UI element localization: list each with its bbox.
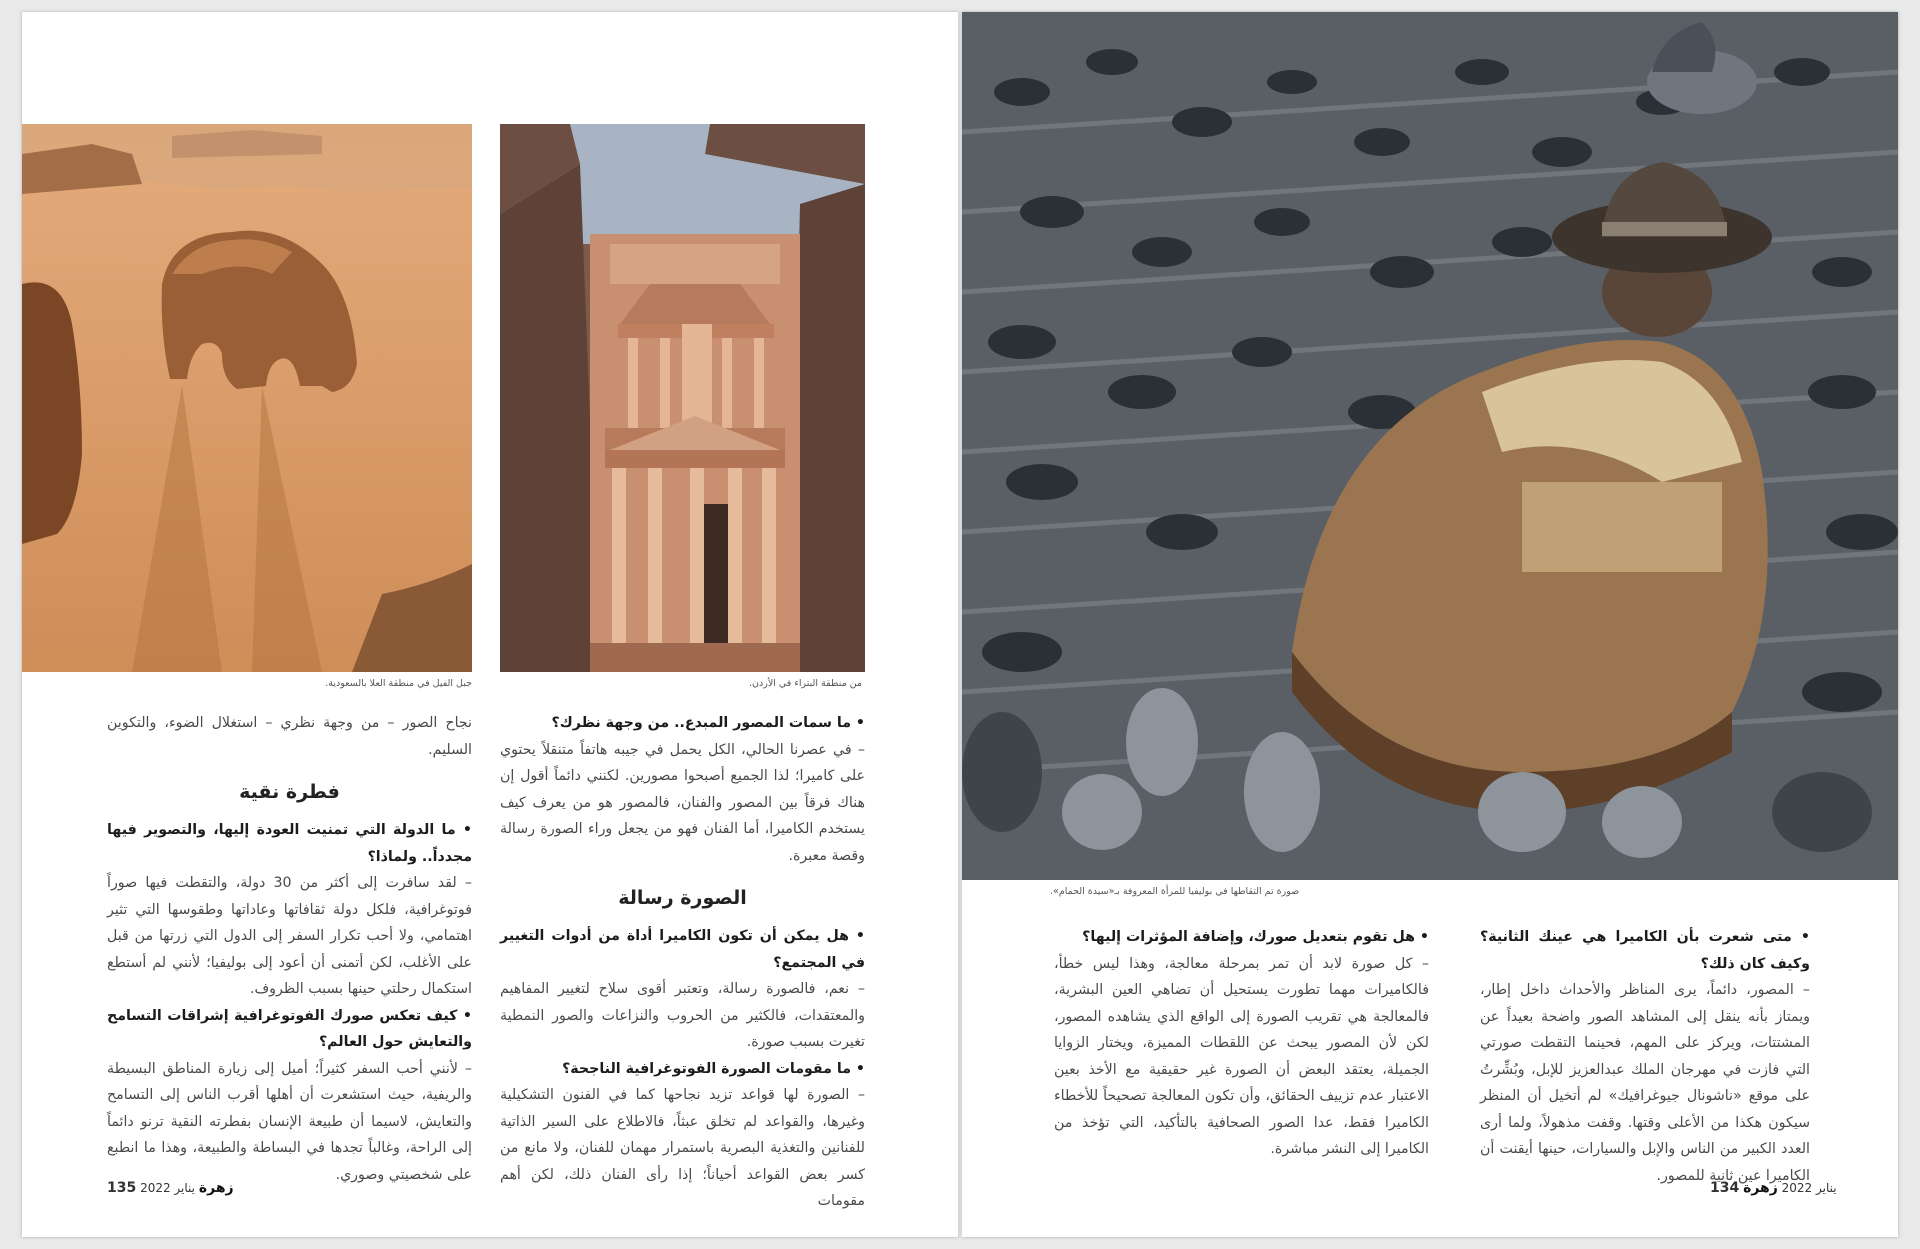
right-page-column-left <box>1054 924 1429 1163</box>
left-page-column-right <box>500 710 865 1215</box>
magazine-logo: زهرة <box>1743 1180 1778 1196</box>
pigeon-woman-icon <box>962 12 1898 880</box>
section-heading: فطرة نقية <box>239 781 340 803</box>
elephant-rock-caption: جبل الفيل في منطقة العلا بالسعودية. <box>325 678 472 689</box>
issue-date: يناير 2022 <box>1781 1181 1837 1195</box>
page-number: 134 <box>1710 1180 1740 1196</box>
answer: – لأنني أحب السفر كثيراً؛ أميل إلى زيارة المناطق البسيطة والريفية، حيث استشعرت أن أهلها أقرب الناس إلى التسامح والتعايش، لاسيما أن طبيعة الإنسان بفطرته النقية ترنو دائماً إلى الراحة، وغالباً تجدها في البساطة والطبيعة، وهذا ما انطبع على شخصيتي وصوري. <box>107 1060 472 1183</box>
petra-treasury-icon <box>500 124 865 672</box>
question: • ما سمات المصور المبدع.. من وجهة نظرك؟ <box>500 710 865 737</box>
page-134 <box>962 12 1898 1237</box>
question: • هل تقوم بتعديل صورك، وإضافة المؤثرات إليها؟ <box>1054 924 1429 951</box>
page-number: 135 <box>107 1180 137 1196</box>
answer: نجاح الصور – من وجهة نظري – استغلال الضوء، والتكوين السليم. <box>107 715 472 758</box>
answer: – الصورة لها قواعد تزيد نجاحها كما في الفنون التشكيلية وغيرها، والقواعد لم تخلق عبثاً، فالاطلاع على السير الذاتية للفنانين والتغذية البصرية باستمرار مهمان للفنان، ولا مانع من كسر بعض القواعد أحياناً؛ إذا رأى الفنان ذلك، لكن أهم مقومات <box>500 1087 865 1209</box>
folio-134 <box>1710 1180 1837 1196</box>
answer: – كل صورة لابد أن تمر بمرحلة معالجة، وهذا ليس خطأ، فالكاميرات مهما تطورت يستحيل أن تضاهي العين البشرية، فالمعالجة هي تقريب الصورة إلى الواقع الذي يشاهده المصور، لكن لأن المصور يبحث عن اللقطات المميزة، ويختار الزوايا الجميلة، يعتقد البعض أن الصورة غير حقيقية مع الأخذ بعين الاعتبار عدم تزييف الحقائق، وأن تكون المعالجة تصحيحاً للأخطاء الكاميرا فقط، عدا الصور الصحافية بالتأكيد، التي تؤخذ من الكاميرا إلى النشر مباشرة. <box>1054 955 1429 1157</box>
answer: – لقد سافرت إلى أكثر من 30 دولة، والتقطت فيها صوراً فوتوغرافية، فلكل دولة ثقافاتها وعاداتها وطقوسها التي تثير اهتمامي، ولا أحب تكرار السفر إلى الدول التي زرتها من قبل على الأغلب، لكن أتمنى أن أعود إلى بوليفيا؛ لأنني لم أستطع استكمال رحلتي حينها بسبب الظروف. <box>107 875 472 997</box>
question: • كيف تعكس صورك الفوتوغرافية إشراقات التسامح والتعايش حول العالم؟ <box>107 1003 472 1056</box>
magazine-logo: زهرة <box>198 1180 234 1196</box>
answer: – في عصرنا الحالي، الكل يحمل في جيبه هاتفاً متنقلاً يحتوي على كاميرا؛ لذا الجميع أصبحوا مصورين. لكنني دائماً أقول إن هناك فرقاً بين المصور والفنان، فالمصور هو من يعرف كيف يستخدم الكاميرا، أما الفنان فهو من يجعل وراء الصورة رسالة وقصة معبرة. <box>500 741 865 864</box>
elephant-rock-photo <box>22 124 472 672</box>
section-heading: الصورة رسالة <box>618 887 747 909</box>
right-page-column-right <box>1480 924 1810 1189</box>
question: • متى شعرت بأن الكاميرا هي عينك الثانية؟ وكيف كان ذلك؟ <box>1480 924 1810 977</box>
desert-rock-icon <box>22 124 472 672</box>
question: • ما الدولة التي تمنيت العودة إليها، والتصوير فيها مجدداً.. ولماذا؟ <box>107 817 472 870</box>
question: • ما مقومات الصورة الفوتوغرافية الناجحة؟ <box>500 1056 865 1083</box>
answer: – نعم، فالصورة رسالة، وتعتبر أقوى سلاح لتغيير المفاهيم والمعتقدات، فالكثير من الحروب والنزاعات والصور النمطية تغيرت بسبب صورة. <box>500 981 865 1050</box>
answer: – المصور، دائماً، يرى المناظر والأحداث داخل إطار، ويمتاز بأنه ينقل إلى المشاهد الصور واضحة بعيداً عن المشتتات، ويركز على المهم، فحينما التقطت صورتي التي فازت في مهرجان الملك عبدالعزيز للإبل، وبُشِّرتُ على موقع «ناشونال جيوغرافيك» لم أتخيل أن المنظر سيكون هكذا من الأعلى وقتها. وقفت مذهولاً، ولما أرى العدد الكبير من الناس والإبل والسيارات، حينها أيقنت أن الكاميرا عين ثانية للمصور. <box>1480 982 1810 1184</box>
petra-photo <box>500 124 865 672</box>
left-page-column-left <box>107 710 472 1188</box>
question: • هل يمكن أن تكون الكاميرا أداة من أدوات التغيير في المجتمع؟ <box>500 923 865 976</box>
pigeon-lady-photo <box>962 12 1898 880</box>
petra-caption: من منطقة البتراء في الأردن. <box>749 678 862 689</box>
pigeon-lady-caption: صورة تم التقاطها في بوليفيا للمرأة المعروفة بـ«سيدة الحمام». <box>1050 886 1300 897</box>
issue-date: يناير 2022 <box>140 1181 196 1195</box>
folio-135 <box>107 1180 234 1196</box>
page-135 <box>22 12 958 1237</box>
